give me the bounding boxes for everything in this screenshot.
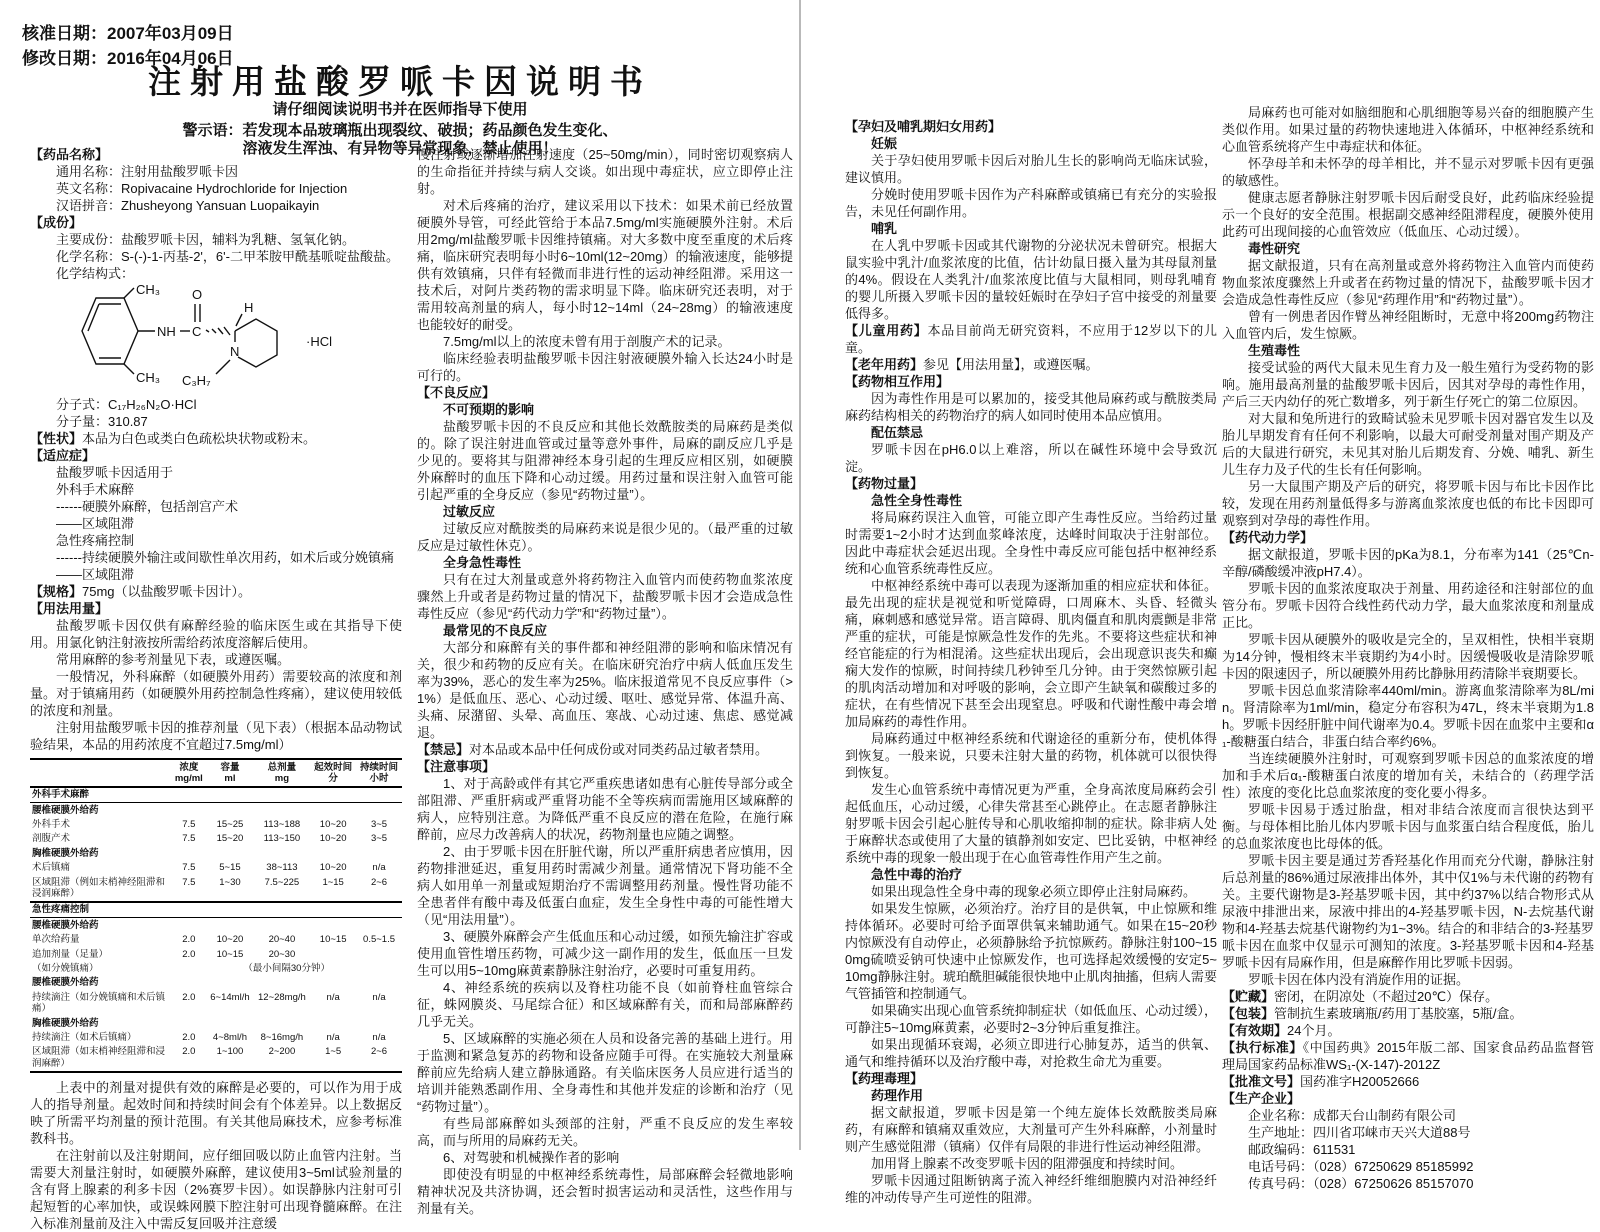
section-heading-inline: 【儿童用药】 xyxy=(845,323,928,338)
table-cell: 10~20 xyxy=(319,833,347,845)
table-header-row xyxy=(30,759,402,787)
paragraph: 对大鼠和兔所进行的致畸试验未见罗哌卡因对器官发生以及胎儿早期发育有任何不利影响，以最大可耐受剂量对围产期及产后的大鼠进行研究，未见其对胎儿后期发育、分娩、哺乳、新生儿生存力及子代的生长有任何影响。 xyxy=(1222,411,1594,477)
page-fold-divider xyxy=(799,0,801,1150)
warning-text-line1: 警示语：若发现本品玻璃瓶出现裂纹、破损；药品颜色发生变化、 xyxy=(182,122,618,139)
paragraph: 中枢神经系统中毒可以表现为逐渐加重的相应症状和体征。最先出现的症状是视觉和听觉障碍，口周麻木、头昏、轻微头痛，麻刺感和感觉异常。语言障碍、肌肉僵直和肌肉震颤是非常严重的症状，可能是惊厥急性发作的先兆。不要将这些症状和神经官能症的行为相混淆。这些症状出现后，会出现意识丧失和癫痫大发作的惊厥，时间持续几秒钟至几分钟。由于突然惊厥引起的肌肉活动增加和对呼吸的影响，会立即产生缺氧和碳酸过多的症状，在有些情况下甚至会出现窒息。呼吸和代谢性酸中毒会增加局麻药的毒性作用。 xyxy=(845,578,1217,729)
table-cell: 2~6 xyxy=(370,1046,388,1058)
table-row xyxy=(30,787,402,803)
chemical-structure-figure xyxy=(58,284,402,394)
table-cell: 2.0 xyxy=(182,934,196,946)
table-row xyxy=(30,933,402,947)
column-1-blocks-bottom xyxy=(30,1079,402,1232)
paragraph: 罗哌卡因主要是通过芳香羟基化作用而充分代谢，静脉注射后总剂量的86%通过尿液排出体外，其中仅1%与未代谢的药物有关。主要代谢物是3-羟基罗哌卡因，其中约37%以结合物形式从尿液中排泄出来，尿液中排出的4-羟基罗哌卡因，N-去烷基代谢物和4-羟基去烷基代谢物约为1~3%。结合的和非结合的3-羟基罗哌卡因在血浆中仅显示可测知的浓度。3-羟基罗哌卡因和4-羟基罗哌卡因有局麻作用，但是麻醉作用比罗哌卡因弱。 xyxy=(1222,853,1594,970)
table-cell: n/a xyxy=(372,862,386,874)
table-cell: 1~5 xyxy=(325,1046,342,1058)
section-heading-inline: 【老年用药】 xyxy=(845,357,924,372)
paragraph: 即使没有明显的中枢神经系统毒性，局部麻醉会轻微地影响精神状况及共济协调，还会暂时损害运动和灵活性，这些作用与剂量有关。 xyxy=(417,1167,793,1216)
paragraph: 关于孕妇使用罗哌卡因后对胎儿生长的影响尚无临床试验，建议慎用。 xyxy=(845,153,1217,185)
paragraph: 曾有一例患者因作臂丛神经阻断时，无意中将200mg药物注入血管内后，发生惊厥。 xyxy=(1222,309,1594,341)
section-heading: 【药物过量】 xyxy=(845,476,924,491)
table-row xyxy=(30,990,402,1016)
section-heading: 【注意事项】 xyxy=(417,759,496,774)
paragraph: 罗哌卡因易于透过胎盘，相对非结合浓度而言很快达到平衡。与母体相比胎儿体内罗哌卡因与血浆蛋白结合程度低，胎儿的总血浆浓度也比母体的低。 xyxy=(1222,802,1594,851)
section-heading: 【药物相互作用】 xyxy=(845,374,950,389)
table-row xyxy=(30,1016,402,1030)
table-cell: 单次给药量 xyxy=(32,934,80,946)
carbonyl-carbon-label: C xyxy=(192,324,202,339)
section-heading-inline: 【禁忌】 xyxy=(417,742,470,757)
paragraph: 盐酸罗哌卡因仅供有麻醉经验的临床医生或在其指导下使用。用氯化钠注射液按所需给药浓度溶解后使用。 xyxy=(30,618,402,650)
section-heading-inline: 【有效期】 xyxy=(1222,1023,1288,1038)
methyl-top-label: CH₃ xyxy=(136,282,161,297)
section-heading: 【孕妇及哺乳期妇女用药】 xyxy=(845,119,1002,134)
section-heading: 【药品名称】 xyxy=(30,147,109,162)
paragraph: 汉语拼音：Zhusheyong Yansuan Luopaikayin xyxy=(56,198,320,213)
table-cell xyxy=(356,947,402,961)
table-cell: 3~5 xyxy=(370,833,388,845)
paragraph: 生产地址：四川省邛崃市天兴大道88号 xyxy=(1248,1125,1471,1140)
paragraph: 电话号码：（028）67250629 85185992 xyxy=(1248,1159,1474,1174)
paragraph: 外科手术麻醉 xyxy=(56,482,135,497)
table-cell: 追加剂量（足量） xyxy=(32,948,109,960)
paragraph: 分娩时使用罗哌卡因作为产科麻醉或镇痛已有充分的实验报告，未见任何副作用。 xyxy=(845,187,1217,219)
table-cell: 7.5 xyxy=(182,862,196,874)
paragraph: 盐酸罗哌卡因适用于 xyxy=(56,465,174,480)
paragraph: 分子式：C₁₇H₂₆N₂O·HCl xyxy=(56,397,197,412)
document-title: 注射用盐酸罗哌卡因说明书 xyxy=(148,63,652,100)
table-header-cell: 容量 ml xyxy=(220,761,240,784)
stereo-hydrogen-label: H xyxy=(244,300,254,315)
table-cell: 6~14ml/h xyxy=(210,991,250,1003)
paragraph: 罗哌卡因在体内没有消旋作用的证据。 xyxy=(1248,972,1470,987)
approval-date: 核准日期：2007年03月09日 xyxy=(22,24,234,43)
table-cell: n/a xyxy=(326,991,340,1003)
paragraph: 【规格】75mg（以盐酸罗哌卡因计）。 xyxy=(30,584,252,599)
paragraph: 4、神经系统的疾病以及脊柱功能不良（如前脊柱血管综合征，蛛网膜炎、马尾综合征）和区域麻醉有关，而和局部麻醉药几乎无关。 xyxy=(417,980,793,1029)
paragraph: 【贮藏】密闭，在阴凉处（不超过20℃）保存。 xyxy=(1222,989,1499,1004)
paragraph: 局麻药也可能对如脑细胞和心肌细胞等易兴奋的细胞膜产生类似作用。如果过量的药物快速地进入体循环，中枢神经系统和心血管系统将产生中毒症状和体征。 xyxy=(1222,105,1594,154)
table-cell: 1~15 xyxy=(322,876,344,888)
column-2 xyxy=(417,146,793,1217)
section-heading: 【药代动力学】 xyxy=(1222,530,1314,545)
section-heading-inline: 【贮藏】 xyxy=(1222,989,1275,1004)
warning-text-line2: 溶液发生浑浊、有异物等异常现象，禁止使用！ xyxy=(242,140,558,157)
paragraph: 【性状】本品为白色或类白色疏松块状物或粉末。 xyxy=(30,431,317,446)
paragraph: 如果确实出现心血管系统抑制症状（如低血压、心动过缓），可静注5~10mg麻黄素，必要时2~3分钟后重复推注。 xyxy=(845,1003,1217,1035)
table-header-cell: 浓度 mg/ml xyxy=(174,761,203,784)
paragraph: 3、硬膜外麻醉会产生低血压和心动过缓，如预先输注扩容或使用血管性增压药物，可减少这一副作用的发生，低血压一旦发生可以用5~10mg麻黄素静脉注射治疗，必要时可重复用药。 xyxy=(417,929,793,978)
paragraph: 因为毒性作用是可以累加的，接受其他局麻药或与酰胺类局麻药结构相关的药物治疗的病人如同时使用本品应慎用。 xyxy=(845,391,1217,423)
table-cell: 2~6 xyxy=(370,876,388,888)
paragraph: 将局麻药误注入血管，可能立即产生毒性反应。当给药过量时需要1~2小时才达到血浆峰浓度，达峰时间取决于注射部位。因此中毒症状会延迟出现。全身性中毒反应可能包括中枢神经系统和心血管系统毒性反应。 xyxy=(845,510,1217,576)
paragraph: 化学名称：S-(-)-1-丙基-2'，6'-二甲苯胺甲酰基哌啶盐酸盐。 xyxy=(56,249,399,264)
section-heading-inline: 【批准文号】 xyxy=(1222,1074,1301,1089)
table-cell: 113~188 xyxy=(263,819,301,831)
table-cell: 持续滴注（如分娩镇痛和术后镇痛） xyxy=(32,991,166,1015)
table-cell: 20~40 xyxy=(268,934,296,946)
dose-table-body xyxy=(30,787,402,1072)
table-cell: 2.0 xyxy=(182,991,196,1003)
paragraph: 1、对于高龄或伴有其它严重疾患诸如患有心脏传导部分或全部阻滞、严重肝病或严重肾功能不全等疾病而需施用区域麻醉的病人，应特别注意。为降低严重不良反应的潜在危险，在施行麻醉前，应尽力改善病人的状况，药物剂量也应随之调整。 xyxy=(417,776,793,842)
table-row xyxy=(30,832,402,846)
paragraph: 对术后疼痛的治疗，建议采用以下技术：如果术前已经放置硬膜外导管，可经此管给于本品7.5mg/ml实施硬膜外注射。术后用2mg/ml盐酸罗哌卡因维持镇痛。对大多数中度至重度的术后疼痛，临床研究表明每小时6~10ml(12~20mg）的输液速度，能够提供有效镇痛，只伴有轻微而非进行性的运动神经阻滞。采用这一技术后，对阿片类药物的需求明显下降。临床研究还表明，对于需用较高剂量的病人，每小时12~14ml（24~28mg）的输液速度也能较好的耐受。 xyxy=(417,198,793,332)
table-cell xyxy=(310,947,356,961)
subheading: 生殖毒性 xyxy=(1248,343,1301,358)
table-cell: 5~15 xyxy=(219,862,241,874)
column-1-blocks-top xyxy=(30,146,402,282)
table-row xyxy=(30,947,402,961)
paragraph: 当连续硬膜外注射时，可观察到罗哌卡因总的血浆浓度的增加和手术后α₁-酸糖蛋白浓度的增加有关，未结合的（药理学活性）浓度的变化比总血浆浓度的变化要小得多。 xyxy=(1222,751,1594,800)
paragraph: 罗哌卡因在pH6.0以上难溶，所以在碱性环境中会导致沉淀。 xyxy=(845,442,1217,474)
paragraph: 发生心血管系统中毒情况更为严重，全身高浓度局麻药会引起低血压，心动过缓，心律失常甚至心跳停止。在志愿者静脉注射罗哌卡因会引起心脏传导和心肌收缩抑制的症状。除非病人处于麻醉状态或使用了大量的镇静剂如安定、巴比妥钠，中枢神经系统中毒的现象一般出现于在心血管毒性作用产生之前。 xyxy=(845,782,1217,865)
paragraph: 接受试验的两代大鼠未见生育力及一般生殖行为受药物的影响。施用最高剂量的盐酸罗哌卡因后，因其对孕母的毒性作用，产后三天内幼仔的死亡数增多，列于新生仔死亡的第二位原因。 xyxy=(1222,360,1594,409)
subheading: 过敏反应 xyxy=(443,504,496,519)
table-cell: （如分娩镇痛） xyxy=(32,962,99,974)
column-3 xyxy=(845,118,1217,1206)
section-heading-inline: 【执行标准】 xyxy=(1222,1040,1303,1055)
table-row xyxy=(30,961,402,975)
table-cell: 10~20 xyxy=(216,934,244,946)
paragraph: 5、区域麻醉的实施必须在人员和设备完善的基础上进行。用于监测和紧急复苏的药物和设备应随手可得。在实施较大剂量麻醉前应先给病人建立静脉通路。有关临床医务人员应进行适当的培训并能熟悉副作用、全身毒性和其他并发症的诊断和治疗（见“药物过量”）。 xyxy=(417,1031,793,1114)
section-heading: 【生产企业】 xyxy=(1222,1091,1301,1106)
table-row xyxy=(30,1045,402,1072)
section-heading-inline: 【包装】 xyxy=(1222,1006,1275,1021)
paragraph: 通用名称：注射用盐酸罗哌卡因 xyxy=(56,164,239,179)
paragraph: 罗哌卡因的血浆浓度取决于剂量、用药途径和注射部位的血管分布。罗哌卡因符合线性药代动力学，最大血浆浓度和剂量成正比。 xyxy=(1222,581,1594,630)
paragraph: 加用肾上腺素不改变罗哌卡因的阻滞强度和持续时间。 xyxy=(871,1156,1184,1171)
table-cell: 3~5 xyxy=(370,819,388,831)
amide-nh-label: NH xyxy=(157,324,176,339)
paragraph: 局麻药通过中枢神经系统和代谢途径的重新分布，使机体得到恢复。一般来说，只要未注射大量的药物，机体就可以很快得到恢复。 xyxy=(845,731,1217,780)
table-cell: 剖腹产术 xyxy=(32,833,71,845)
table-row xyxy=(30,803,402,818)
table-row xyxy=(30,918,402,933)
paragraph: 上表中的剂量对提供有效的麻醉是必要的，可以作为用于成人的指导剂量。起效时间和持续时间会有个体差异。以上数据反映了所需平均剂量的预计范围。有关其他局麻技术，应参考标准教科书。 xyxy=(30,1079,402,1146)
table-header-cell xyxy=(30,759,171,787)
paragraph: 2、由于罗哌卡因在肝脏代谢，所以严重肝病患者应慎用，因药物排泄延迟，重复用药时需减少剂量。通常情况下肾功能不全病人如用单一剂量或短期治疗不需调整用药剂量。慢性肾功能不全患者伴有酸中毒及低蛋白血症，发生全身性中毒的可能性增大（见“用法用量”）。 xyxy=(417,844,793,927)
table-cell: 113~150 xyxy=(263,833,301,845)
subheading: 急性中毒的治疗 xyxy=(871,867,963,882)
paragraph: 过敏反应对酰胺类的局麻药来说是很少见的。（最严重的过敏反应是过敏性休克）。 xyxy=(417,521,793,553)
table-cell: 12~28mg/h xyxy=(258,991,306,1003)
table-header-cell: 起效时间 分 xyxy=(314,761,353,784)
subheading: 最常见的不良反应 xyxy=(443,623,548,638)
paragraph: 一般情况，外科麻醉（如硬膜外用药）需要较高的浓度和剂量。对于镇痛用药（如硬膜外用药控制急性疼痛），建议使用较低的浓度和剂量。 xyxy=(30,669,402,718)
chemical-structure-drawing xyxy=(58,284,368,390)
table-cell: 7.5 xyxy=(182,819,196,831)
table-section-cell: 胸椎硬膜外给药 xyxy=(32,847,99,859)
table-cell: 20~30 xyxy=(268,948,296,960)
table-cell: 15~20 xyxy=(216,833,244,845)
piperidine-nitrogen-label: N xyxy=(230,344,240,359)
paragraph: 7.5mg/ml以上的浓度未曾有用于剖腹产术的记录。 xyxy=(443,334,731,349)
paragraph: 化学结构式： xyxy=(56,266,135,281)
paragraph: 健康志愿者静脉注射罗哌卡因后耐受良好，此药临床经验提示一个良好的安全范围。根据副交感神经阻滞程度，硬膜外使用此药可出现间接的心血管效应（低血压、心动过缓）。 xyxy=(1222,190,1594,239)
section-heading: 【用法用量】 xyxy=(30,601,109,616)
paragraph: 企业名称：成都天台山制药有限公司 xyxy=(1248,1108,1457,1123)
section-heading: 【不良反应】 xyxy=(417,385,496,400)
paragraph: 英文名称：Ropivacaine Hydrochloride for Injection xyxy=(56,181,348,196)
table-cell: n/a xyxy=(372,991,386,1003)
table-section-cell: 腰椎硬膜外给药 xyxy=(32,804,99,816)
paragraph: 在注射前以及注射期间，应仔细回吸以防止血管内注射。当需要大剂量注射时，如硬膜外麻醉，建议使用3~5ml试验剂量的含有肾上腺素的利多卡因（2%赛罗卡因）。如误静脉内注射可引起短暂的心率加快，或误蛛网膜下腔注射可出现脊髓麻醉。在注入标准剂量前及注入中需反复回吸并注意缓 xyxy=(30,1147,402,1231)
table-section-cell: 腰椎硬膜外给药 xyxy=(32,919,99,931)
column-4 xyxy=(1222,104,1594,1192)
paragraph: 罗哌卡因总血浆清除率440ml/min。游离血浆清除率为8L/min。肾清除率为1ml/min，稳定分布容积为47L，终末半衰期为1.8h。罗哌卡因经肝脏中间代谢率为0.4。罗哌卡因在血浆中主要和α₁-酸糖蛋白结合，非蛋白结合率约6%。 xyxy=(1222,683,1594,749)
section-heading-inline: 【性状】 xyxy=(30,431,83,446)
table-section-cell: 腰椎硬膜外给药 xyxy=(32,977,99,989)
methyl-bottom-label: CH₃ xyxy=(136,370,161,385)
table-cell: 1~100 xyxy=(216,1046,244,1058)
paragraph: 注射用盐酸罗哌卡因的推荐剂量（见下表）（根据本品动物试验结果，本品的用药浓度不宜超过7.5mg/ml） xyxy=(30,720,402,752)
paragraph: 【老年用药】参见【用法用量】，或遵医嘱。 xyxy=(845,357,1099,372)
paragraph: 只有在过大剂量或意外将药物注入血管内而使药物血浆浓度骤然上升或者是药物过量的情况下，盐酸罗哌卡因才会造成急性毒性反应（参见“药代动力学”和“药物过量”）。 xyxy=(417,572,793,621)
paragraph: 【执行标准】《中国药典》2015年版二部、国家食品药品监督管理局国家药品标准WS₁-(X-147)-2012Z xyxy=(1222,1040,1594,1072)
section-heading: 【适应症】 xyxy=(30,448,96,463)
paragraph: ------硬膜外麻醉，包括剖宫产术 xyxy=(56,499,238,514)
paragraph: 常用麻醉的参考剂量见下表，或遵医嘱。 xyxy=(56,652,291,667)
table-row xyxy=(30,902,402,918)
table-cell: 10~15 xyxy=(216,948,244,960)
table-section-cell: 胸椎硬膜外给药 xyxy=(32,1017,99,1029)
paragraph: 据文献报道，罗哌卡因的pKa为8.1，分布率为141（25℃n-辛醇/磷酸缓冲液pH7.4）。 xyxy=(1222,547,1594,579)
paragraph: 6、对驾驶和机械操作者的影响 xyxy=(443,1150,620,1165)
carbonyl-oxygen-label: O xyxy=(192,287,203,302)
table-cell: 10~15 xyxy=(319,934,347,946)
subheading: 药理作用 xyxy=(871,1088,924,1103)
table-cell: 2~200 xyxy=(268,1046,296,1058)
section-heading: 【药理毒理】 xyxy=(845,1071,924,1086)
table-row xyxy=(30,976,402,990)
paragraph: 有些局部麻醉如头颈部的注射，严重不良反应的发生率较高，而与所用的局麻药无关。 xyxy=(417,1116,793,1148)
table-header-cell: 总剂量 mg xyxy=(267,761,297,784)
subheading: 急性全身性毒性 xyxy=(871,493,963,508)
table-cell: n/a xyxy=(326,1031,340,1043)
paragraph: 罗哌卡因通过阻断钠离子流入神经纤维细胞膜内对沿神经纤维的冲动传导产生可逆性的阻滞。 xyxy=(845,1173,1217,1205)
table-cell: 区域阻滞（例如末梢神经阻滞和浸润麻醉） xyxy=(32,876,166,900)
dose-table-header xyxy=(30,759,402,787)
table-cell: 10~20 xyxy=(319,862,347,874)
table-row xyxy=(30,846,402,860)
paragraph: 分子量：310.87 xyxy=(56,414,148,429)
table-cell: 术后镇痛 xyxy=(32,862,71,874)
table-section-cell: 外科手术麻醉 xyxy=(32,789,90,801)
paragraph: 另一大鼠围产期及产后的研究，将罗哌卡因与布比卡因作比较，发现在用药剂量低得多与游离血浆浓度也低的布比卡因即可观察到对孕母的毒性作用。 xyxy=(1222,479,1594,528)
subheading: 妊娠 xyxy=(871,136,898,151)
paragraph: 【有效期】24个月。 xyxy=(1222,1023,1341,1038)
paragraph: ——区域阻滞 xyxy=(56,516,135,531)
table-cell: 10~20 xyxy=(319,819,347,831)
hcl-label: ·HCl xyxy=(306,334,332,349)
table-cell: 4~8ml/h xyxy=(212,1031,247,1043)
paragraph: 临床经验表明盐酸罗哌卡因注射液硬膜外输入长达24小时是可行的。 xyxy=(417,351,793,383)
table-cell: 7.5 xyxy=(182,876,196,888)
paragraph: 怀孕母羊和未怀孕的母羊相比，并不显示对罗哌卡因有更强的敏感性。 xyxy=(1222,156,1594,188)
paragraph: 据文献报道，只有在高剂量或意外将药物注入血管内而使药物血浆浓度骤然上升或者在药物过量的情况下，盐酸罗哌卡因才会造成急性毒性反应（参见“药理作用”和“药物过量”）。 xyxy=(1222,258,1594,307)
paragraph: 【禁忌】对本品或本品中任何成份或对同类药品过敏者禁用。 xyxy=(417,742,769,757)
column-1-blocks-middle xyxy=(30,396,402,753)
table-cell: 2.0 xyxy=(182,1046,196,1058)
paragraph: 罗哌卡因从硬膜外的吸收是完全的，呈双相性，快相半衰期为14分钟，慢相终末半衰期约为4小时。因缓慢吸收是清除罗哌卡因的限速因子，所以硬膜外用药比静脉用药清除半衰期要长。 xyxy=(1222,632,1594,681)
paragraph: 【儿童用药】本品目前尚无研究资料，不应用于12岁以下的儿童。 xyxy=(845,323,1217,355)
paragraph: 【批准文号】国药准字H20052666 xyxy=(1222,1074,1420,1089)
paragraph: 主要成份：盐酸罗哌卡因，辅料为乳糖、氢氧化钠。 xyxy=(56,232,356,247)
paragraph: 大部分和麻醉有关的事件都和神经阻滞的影响和临床情况有关，很少和药物的反应有关。在临床研究治疗中病人低血压发生率为39%，恶心的发生率为25%。临床报道常见不良反应事件（>1%）是低血压、恶心、心动过缓、呕吐、感觉异常、体温升高、头痛、尿潴留、头晕、高血压、寒战、心动过速、焦虑、感觉减退。 xyxy=(417,640,793,740)
table-cell: 区域阻滞（如末梢神经阻滞和浸润麻醉） xyxy=(32,1046,166,1069)
table-row xyxy=(30,875,402,902)
revision-date: 修改日期：2016年04月06日 xyxy=(22,48,234,68)
paragraph: 在人乳中罗哌卡因或其代谢物的分泌状况未曾研究。根据大鼠实验中乳汁/血浆浓度的比值，估计幼鼠日摄入量为其母鼠剂量的4%。假设在人类乳汁/血浆浓度比值与大鼠相同，则母乳哺育的婴儿所摄入罗哌卡因的量较妊娠时在孕妇子宫中接受的剂量要低得多。 xyxy=(845,238,1217,321)
paragraph: 盐酸罗哌卡因的不良反应和其他长效酰胺类的局麻药是类似的。除了误注射进血管或过量等意外事件，局麻的副反应几乎是少见的。要将其与阻滞神经本身引起的生理反应相区别，如硬膜外麻醉时的血压下降和心动过缓。用药过量和误注射入血管可能引起严重的全身反应（参见“药物过量”）。 xyxy=(417,419,793,502)
subheading: 哺乳 xyxy=(871,221,898,236)
table-cell: 外科手术 xyxy=(32,819,71,831)
table-cell: 1~30 xyxy=(219,876,241,888)
section-heading: 【成份】 xyxy=(30,215,83,230)
subheading: 不可预期的影响 xyxy=(443,402,535,417)
table-cell: 15~25 xyxy=(216,819,244,831)
table-cell: 持续滴注（如术后镇痛） xyxy=(32,1031,137,1043)
paragraph: 如果发生惊厥，必须治疗。治疗目的是供氧，中止惊厥和维持体循环。必要时可给予面罩供氧来辅助通气。如果在15~20秒内惊厥没有自动停止，必须静脉给予抗惊厥药。静脉注射100~150mg硫喷妥钠可快速中止惊厥发作，也可选择起效缓慢的安定5~10mg静脉注射。琥珀酰胆碱能很快地中止肌肉抽搐，但病人需要气管插管和控制通气。 xyxy=(845,901,1217,1001)
paragraph: 如果出现循环衰竭，必须立即进行心肺复苏，适当的供氧、通气和维持循环以及治疗酸中毒，对抢救生命尤为重要。 xyxy=(845,1037,1217,1069)
paragraph: ——区域阻滞 xyxy=(56,567,135,582)
subheading: 毒性研究 xyxy=(1248,241,1301,256)
table-row xyxy=(30,1030,402,1044)
table-cell: 8~16mg/h xyxy=(260,1031,304,1043)
table-cell: 2.0 xyxy=(182,1031,196,1043)
column-1 xyxy=(30,146,402,1232)
table-cell: n/a xyxy=(372,1031,386,1043)
table-cell: 7.5 xyxy=(182,833,196,845)
paragraph: ------持续硬膜外输注或间歇性单次用药，如术后或分娩镇痛 xyxy=(56,550,394,565)
table-cell: 0.5~1.5 xyxy=(363,934,396,946)
paragraph: 据文献报道，罗哌卡因是第一个纯左旋体长效酰胺类局麻药，有麻醉和镇痛双重效应，大剂量可产生外科麻醉，小剂量时则产生感觉阻滞（镇痛）仅伴有局限的非进行性运动神经阻滞。 xyxy=(845,1105,1217,1154)
paragraph: 邮政编码：611531 xyxy=(1248,1142,1356,1157)
paragraph: 急性疼痛控制 xyxy=(56,533,135,548)
paragraph: 如果出现急性全身中毒的现象必须立即停止注射局麻药。 xyxy=(871,884,1197,899)
table-note-cell: （最小间隔30分钟） xyxy=(243,962,330,974)
document-subtitle: 请仔细阅读说明书并在医师指导下使用 xyxy=(272,101,528,118)
table-cell: 7.5~225 xyxy=(264,876,300,888)
table-cell: 38~113 xyxy=(266,862,298,874)
paragraph: 传真号码：（028）67250626 85157070 xyxy=(1248,1176,1474,1191)
paragraph: 【包装】管制抗生素玻璃瓶/药用丁基胶塞，5瓶/盒。 xyxy=(1222,1006,1523,1021)
table-row xyxy=(30,861,402,875)
table-cell: 2.0 xyxy=(182,948,196,960)
subheading: 配伍禁忌 xyxy=(871,425,924,440)
subheading: 全身急性毒性 xyxy=(443,555,522,570)
table-row xyxy=(30,818,402,832)
dose-table xyxy=(30,758,402,1073)
section-heading-inline: 【规格】 xyxy=(30,584,83,599)
table-section-cell: 急性疼痛控制 xyxy=(32,904,90,916)
paragraph: 慢注射或逐渐增加注射速度（25~50mg/min），同时密切观察病人的生命指征并持续与病人交谈。如出现中毒症状，应立即停止注射。 xyxy=(417,147,793,196)
propyl-label: C₃H₇ xyxy=(182,373,211,388)
table-header-cell: 持续时间 小时 xyxy=(360,761,399,784)
